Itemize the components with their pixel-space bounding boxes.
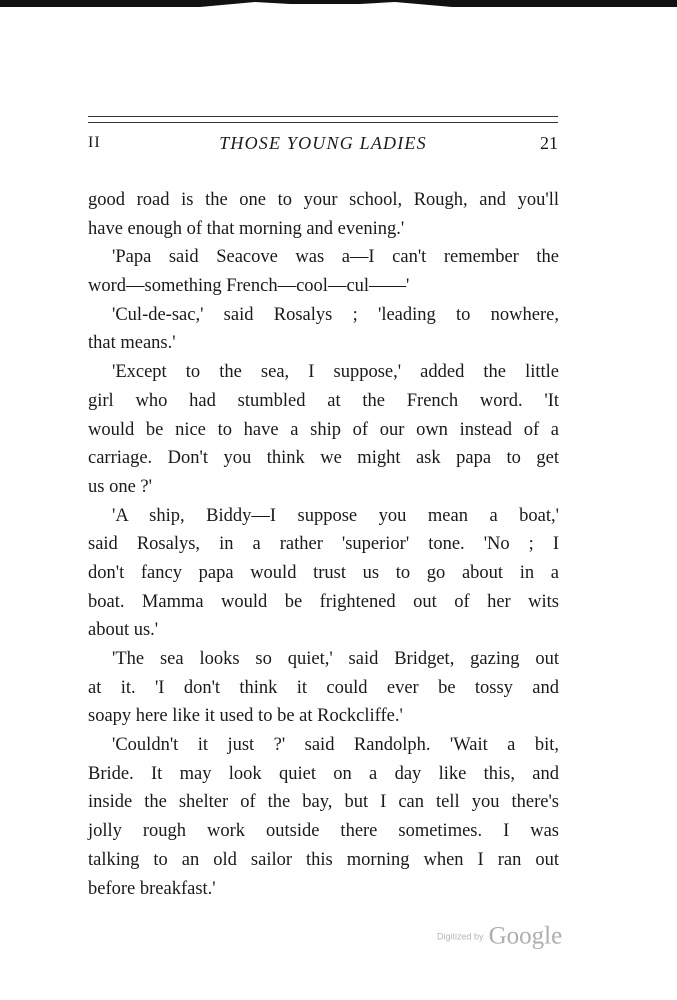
text-line: girl who had stumbled at the French word. 'It [88,390,559,411]
header-rule-top [88,116,558,117]
digitized-by-google-watermark [437,920,562,952]
text-line: 'Papa said Seacove was a—I can't remember the [112,247,559,268]
top-edge-decoration [0,0,677,16]
text-line: 'The sea looks so quiet,' said Bridget, gazing out [112,649,559,669]
text-line: before breakfast.' [88,878,216,899]
text-line: 'Couldn't it just ?' said Randolph. 'Wait a bit, [112,735,559,756]
body-text [88,186,559,903]
text-line: at it. 'I don't think it could ever be tossy and [88,677,559,698]
text-line: talking to an old sailor this morning when I ran out [88,849,559,870]
text-line: 'Cul-de-sac,' said Rosalys ; 'leading to nowhere, [112,304,559,325]
text-line: jolly rough work outside there sometimes. I was [88,821,559,842]
text-line: 'A ship, Biddy—I suppose you mean a boat,' [112,505,559,526]
text-line: 'Except to the sea, I suppose,' added the little [112,362,559,383]
text-line: have enough of that morning and evening.' [88,218,405,239]
chapter-number: II [88,134,101,151]
text-line: would be nice to have a ship of our own instead of a [88,419,559,440]
text-line: carriage. Don't you think we might ask papa to get [88,448,559,469]
text-line: inside the shelter of the bay, but I can tell you there's [88,792,559,813]
text-line: Bride. It may look quiet on a day like this, and [88,763,559,784]
header-rule-bottom [88,122,558,123]
text-line: said Rosalys, in a rather 'superior' tone. 'No ; I [88,534,559,555]
text-line: about us.' [88,620,159,641]
watermark-prefix: Digitized by [437,931,484,942]
text-line: boat. Mamma would be frightened out of her wits [88,591,559,612]
text-line: soapy here like it used to be at Rockcliffe.' [88,706,403,727]
page-number: 21 [540,133,558,153]
running-title: THOSE YOUNG LADIES [219,133,427,153]
text-line: don't fancy papa would trust us to go about in a [88,562,559,583]
text-line: that means.' [88,333,176,354]
text-line: good road is the one to your school, Rough, and you'll [88,190,559,210]
google-logo: Google [488,922,563,950]
running-head [88,132,558,154]
text-line: word—something French—cool—cul——' [88,276,410,297]
text-line: us one ?' [88,476,152,497]
